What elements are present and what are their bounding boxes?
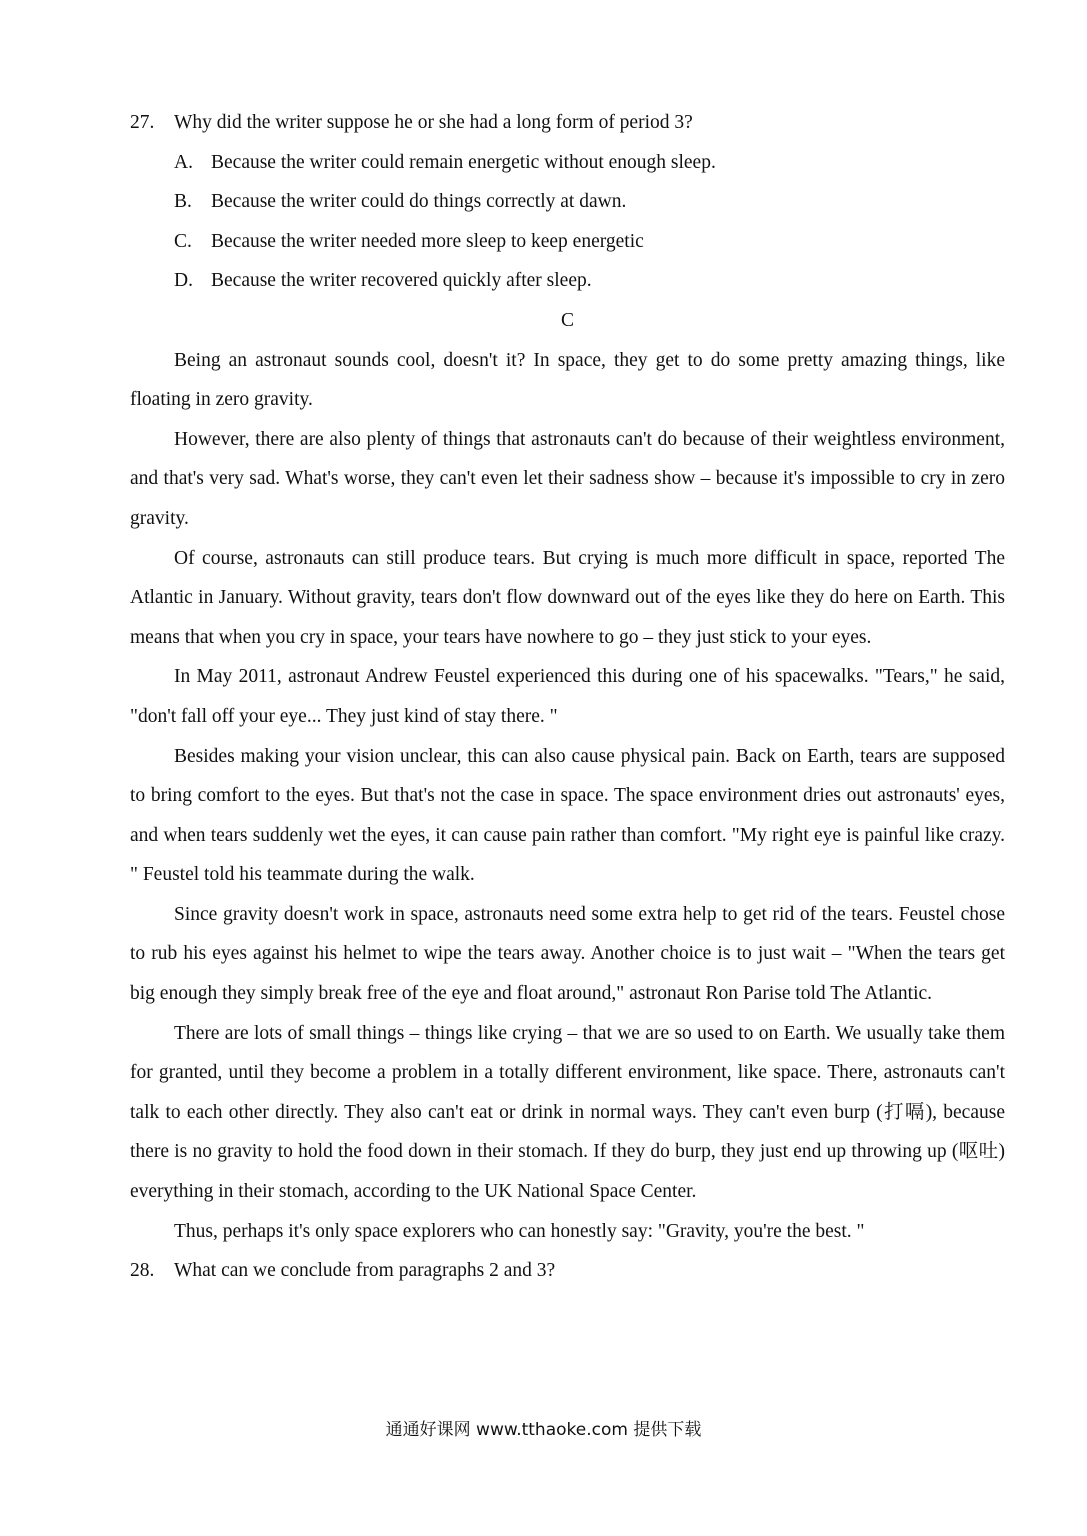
passage-paragraph-8: Thus, perhaps it's only space explorers who can honestly say: "Gravity, you're the best. " [174,1220,865,1242]
section-label: C [560,309,574,331]
option-c [174,222,1005,262]
document-page [130,103,1005,1291]
question-stem: What can we conclude from paragraphs 2 and 3? [174,1260,556,1282]
option-letter: B. [174,191,192,213]
passage-paragraph-1: Being an astronaut sounds cool, doesn't it? In space, they get to do some pretty amazing things, like floating in zero gravity. [130,349,1005,411]
option-letter: C. [174,230,192,252]
question-number: 28. [130,1260,155,1282]
passage-paragraph-2: However, there are also plenty of things that astronauts can't do because of their weightless environment, and that's very sad. What's worse, they can't even let their sadness show – because it's impossible to cry in zero gravity. [130,428,1005,529]
option-text: Because the writer could do things correctly at dawn. [211,191,627,213]
passage-paragraph-6: Since gravity doesn't work in space, astronauts need some extra help to get rid of the tears. Feustel chose to rub his eyes against his helmet to wipe the tears away. Another choice is to just wait – "When the tears get big enough they simply break free of the eye and float around," astronaut Ron Parise told The Atlantic. [130,903,1005,1005]
question-number: 27. [130,112,155,133]
question-stem: Why did the writer suppose he or she had a long form of period 3? [174,112,693,133]
option-letter: D. [174,270,193,292]
passage-paragraph-3: Of course, astronauts can still produce tears. But crying is much more difficult in space, reported The Atlantic in January. Without gravity, tears don't flow downward out of the eyes like they do here on Earth. This means that when you cry in space, your tears have nowhere to go – they just stick to your eyes. [130,547,1005,648]
option-text: Because the writer recovered quickly after sleep. [211,270,592,292]
option-d [174,261,1005,301]
question-28 [130,1251,1005,1291]
passage-paragraph-5: Besides making your vision unclear, this can also cause physical pain. Back on Earth, tears are supposed to bring comfort to the eyes. But that's not the case in space. The space environment dries out astronauts' eyes, and when tears suddenly wet the eyes, it can cause pain rather than comfort. "My right eye is painful like crazy. " Feustel told his teammate during the walk. [130,745,1005,886]
question-27 [130,103,1005,143]
option-b [174,182,1005,222]
passage-paragraph-4: In May 2011, astronaut Andrew Feustel experienced this during one of his spacewalks. "Tears," he said, "don't fall off your eye... They just kind of stay there. " [130,666,1005,727]
option-a [174,143,1005,183]
option-text: Because the writer could remain energetic without enough sleep. [211,151,716,173]
option-text: Because the writer needed more sleep to keep energetic [211,230,644,252]
option-letter: A. [174,151,193,173]
passage-paragraph-7: There are lots of small things – things like crying – that we are so used to on Earth. We usually take them for granted, until they become a problem in a totally different environment, like space. There, astronauts can't talk to each other directly. They also can't eat or drink in normal ways. They can't even burp (打嗝), because there is no gravity to hold the food down in their stomach. If they do burp, they just end up throwing up (呕吐) everything in their stomach, according to the UK National Space Center. [130,1022,1005,1203]
page-footer: 通通好课网 www.tthaoke.com 提供下载 [385,1420,702,1440]
